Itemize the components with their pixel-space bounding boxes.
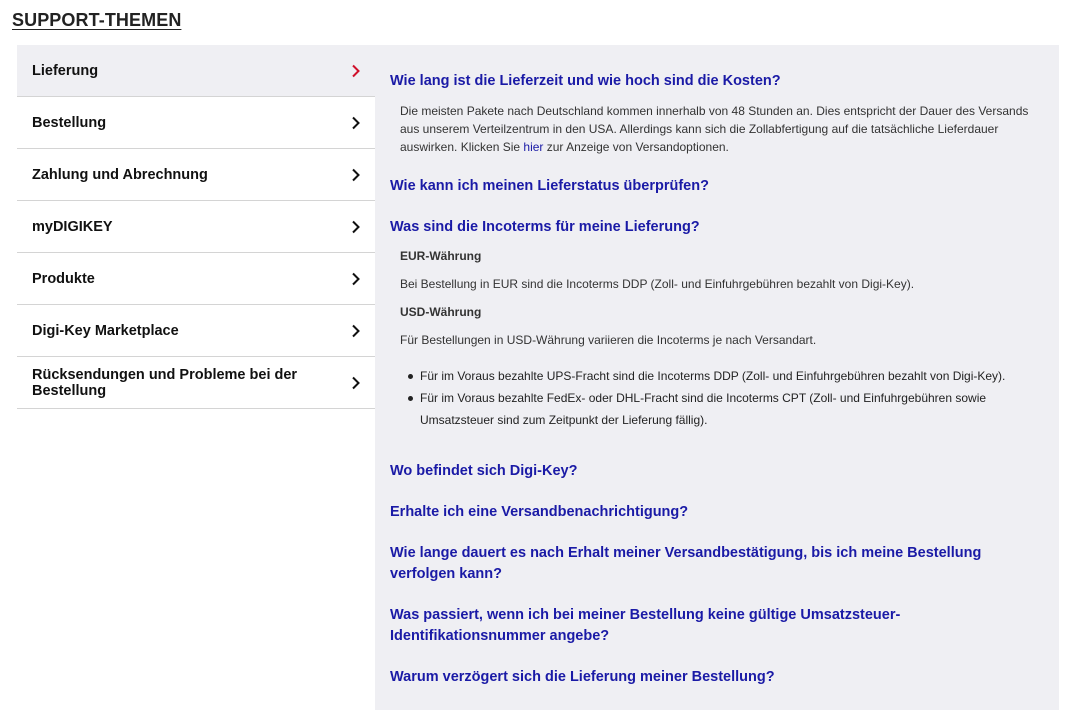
chevron-right-icon	[351, 64, 361, 78]
list-item: Für im Voraus bezahlte FedEx- oder DHL-Fracht sind die Incoterms CPT (Zoll- und Einfuhrgebühren sowie Umsatzsteuer sind zum Zeitpunkt der Lieferung fällig).	[408, 387, 1028, 431]
faq-question-lieferstatus[interactable]: Wie kann ich meinen Lieferstatus überprüfen?	[390, 178, 709, 194]
sidebar-item-ruecksendungen[interactable]	[17, 357, 375, 409]
sidebar-item-label: Produkte	[32, 270, 95, 287]
sidebar-item-produkte[interactable]	[17, 253, 375, 305]
usd-text: Für Bestellungen in USD-Währung variieren die Incoterms je nach Versandart.	[400, 333, 817, 347]
eur-heading: EUR-Währung	[400, 249, 482, 263]
sidebar-item-label: Rücksendungen und Probleme bei der Bestellung	[32, 366, 298, 399]
faq-question-incoterms[interactable]: Was sind die Incoterms für meine Lieferung?	[390, 219, 700, 235]
page-title: SUPPORT-THEMEN	[12, 10, 182, 30]
topics-sidebar	[17, 45, 375, 710]
chevron-right-icon	[351, 168, 361, 182]
support-layout	[17, 45, 1059, 710]
chevron-right-icon	[351, 272, 361, 286]
chevron-right-icon	[351, 116, 361, 130]
sidebar-item-marketplace[interactable]	[17, 305, 375, 357]
faq-answer-incoterms	[400, 247, 1043, 349]
sidebar-item-zahlung[interactable]	[17, 149, 375, 201]
faq-panel	[375, 45, 1059, 710]
sidebar-item-label: Digi-Key Marketplace	[32, 322, 179, 339]
faq-question-sendungsverfolgung[interactable]: Wie lange dauert es nach Erhalt meiner Versandbestätigung, bis ich meine Bestellung verfolgen kann?	[390, 545, 982, 582]
faq-question-verzoegerung[interactable]: Warum verzögert sich die Lieferung meiner Bestellung?	[390, 669, 775, 685]
chevron-right-icon	[351, 324, 361, 338]
sidebar-item-label: Zahlung und Abrechnung	[32, 166, 208, 183]
chevron-right-icon	[351, 376, 361, 390]
list-item: Für im Voraus bezahlte UPS-Fracht sind die Incoterms DDP (Zoll- und Einfuhrgebühren bezahlt von Digi-Key).	[408, 365, 1028, 387]
answer-text: zur Anzeige von Versandoptionen.	[543, 140, 729, 154]
sidebar-item-label: Bestellung	[32, 114, 107, 131]
versandoptionen-link[interactable]: hier	[523, 140, 544, 154]
faq-question-versandbenachrichtigung[interactable]: Erhalte ich eine Versandbenachrichtigung?	[390, 504, 689, 520]
sidebar-item-bestellung[interactable]	[17, 97, 375, 149]
sidebar-item-label: myDIGIKEY	[32, 218, 113, 235]
usd-heading: USD-Währung	[400, 305, 482, 319]
faq-question-lieferzeit[interactable]: Wie lang ist die Lieferzeit und wie hoch sind die Kosten?	[390, 73, 781, 89]
answer-text: Die meisten Pakete nach Deutschland kommen innerhalb von 48 Stunden an. Dies entspricht der Dauer des Versands aus unserem Verteilzentrum in den USA. Allerdings kann sich die Zollabfertigung auf die tatsächliche Lieferdauer auswirken. Klicken Sie	[400, 104, 1029, 154]
sidebar-item-lieferung[interactable]	[17, 45, 375, 97]
faq-question-standort[interactable]: Wo befindet sich Digi-Key?	[390, 463, 578, 479]
chevron-right-icon	[351, 220, 361, 234]
faq-question-ust-id[interactable]: Was passiert, wenn ich bei meiner Bestellung keine gültige Umsatzsteuer-Identifikationsnummer angebe?	[390, 607, 901, 644]
sidebar-item-label: Lieferung	[32, 62, 99, 79]
sidebar-item-mydigikey[interactable]	[17, 201, 375, 253]
faq-answer-lieferzeit	[400, 102, 1043, 156]
incoterms-list	[408, 365, 1028, 431]
eur-text: Bei Bestellung in EUR sind die Incoterms DDP (Zoll- und Einfuhrgebühren bezahlt von Digi-Key).	[400, 277, 915, 291]
